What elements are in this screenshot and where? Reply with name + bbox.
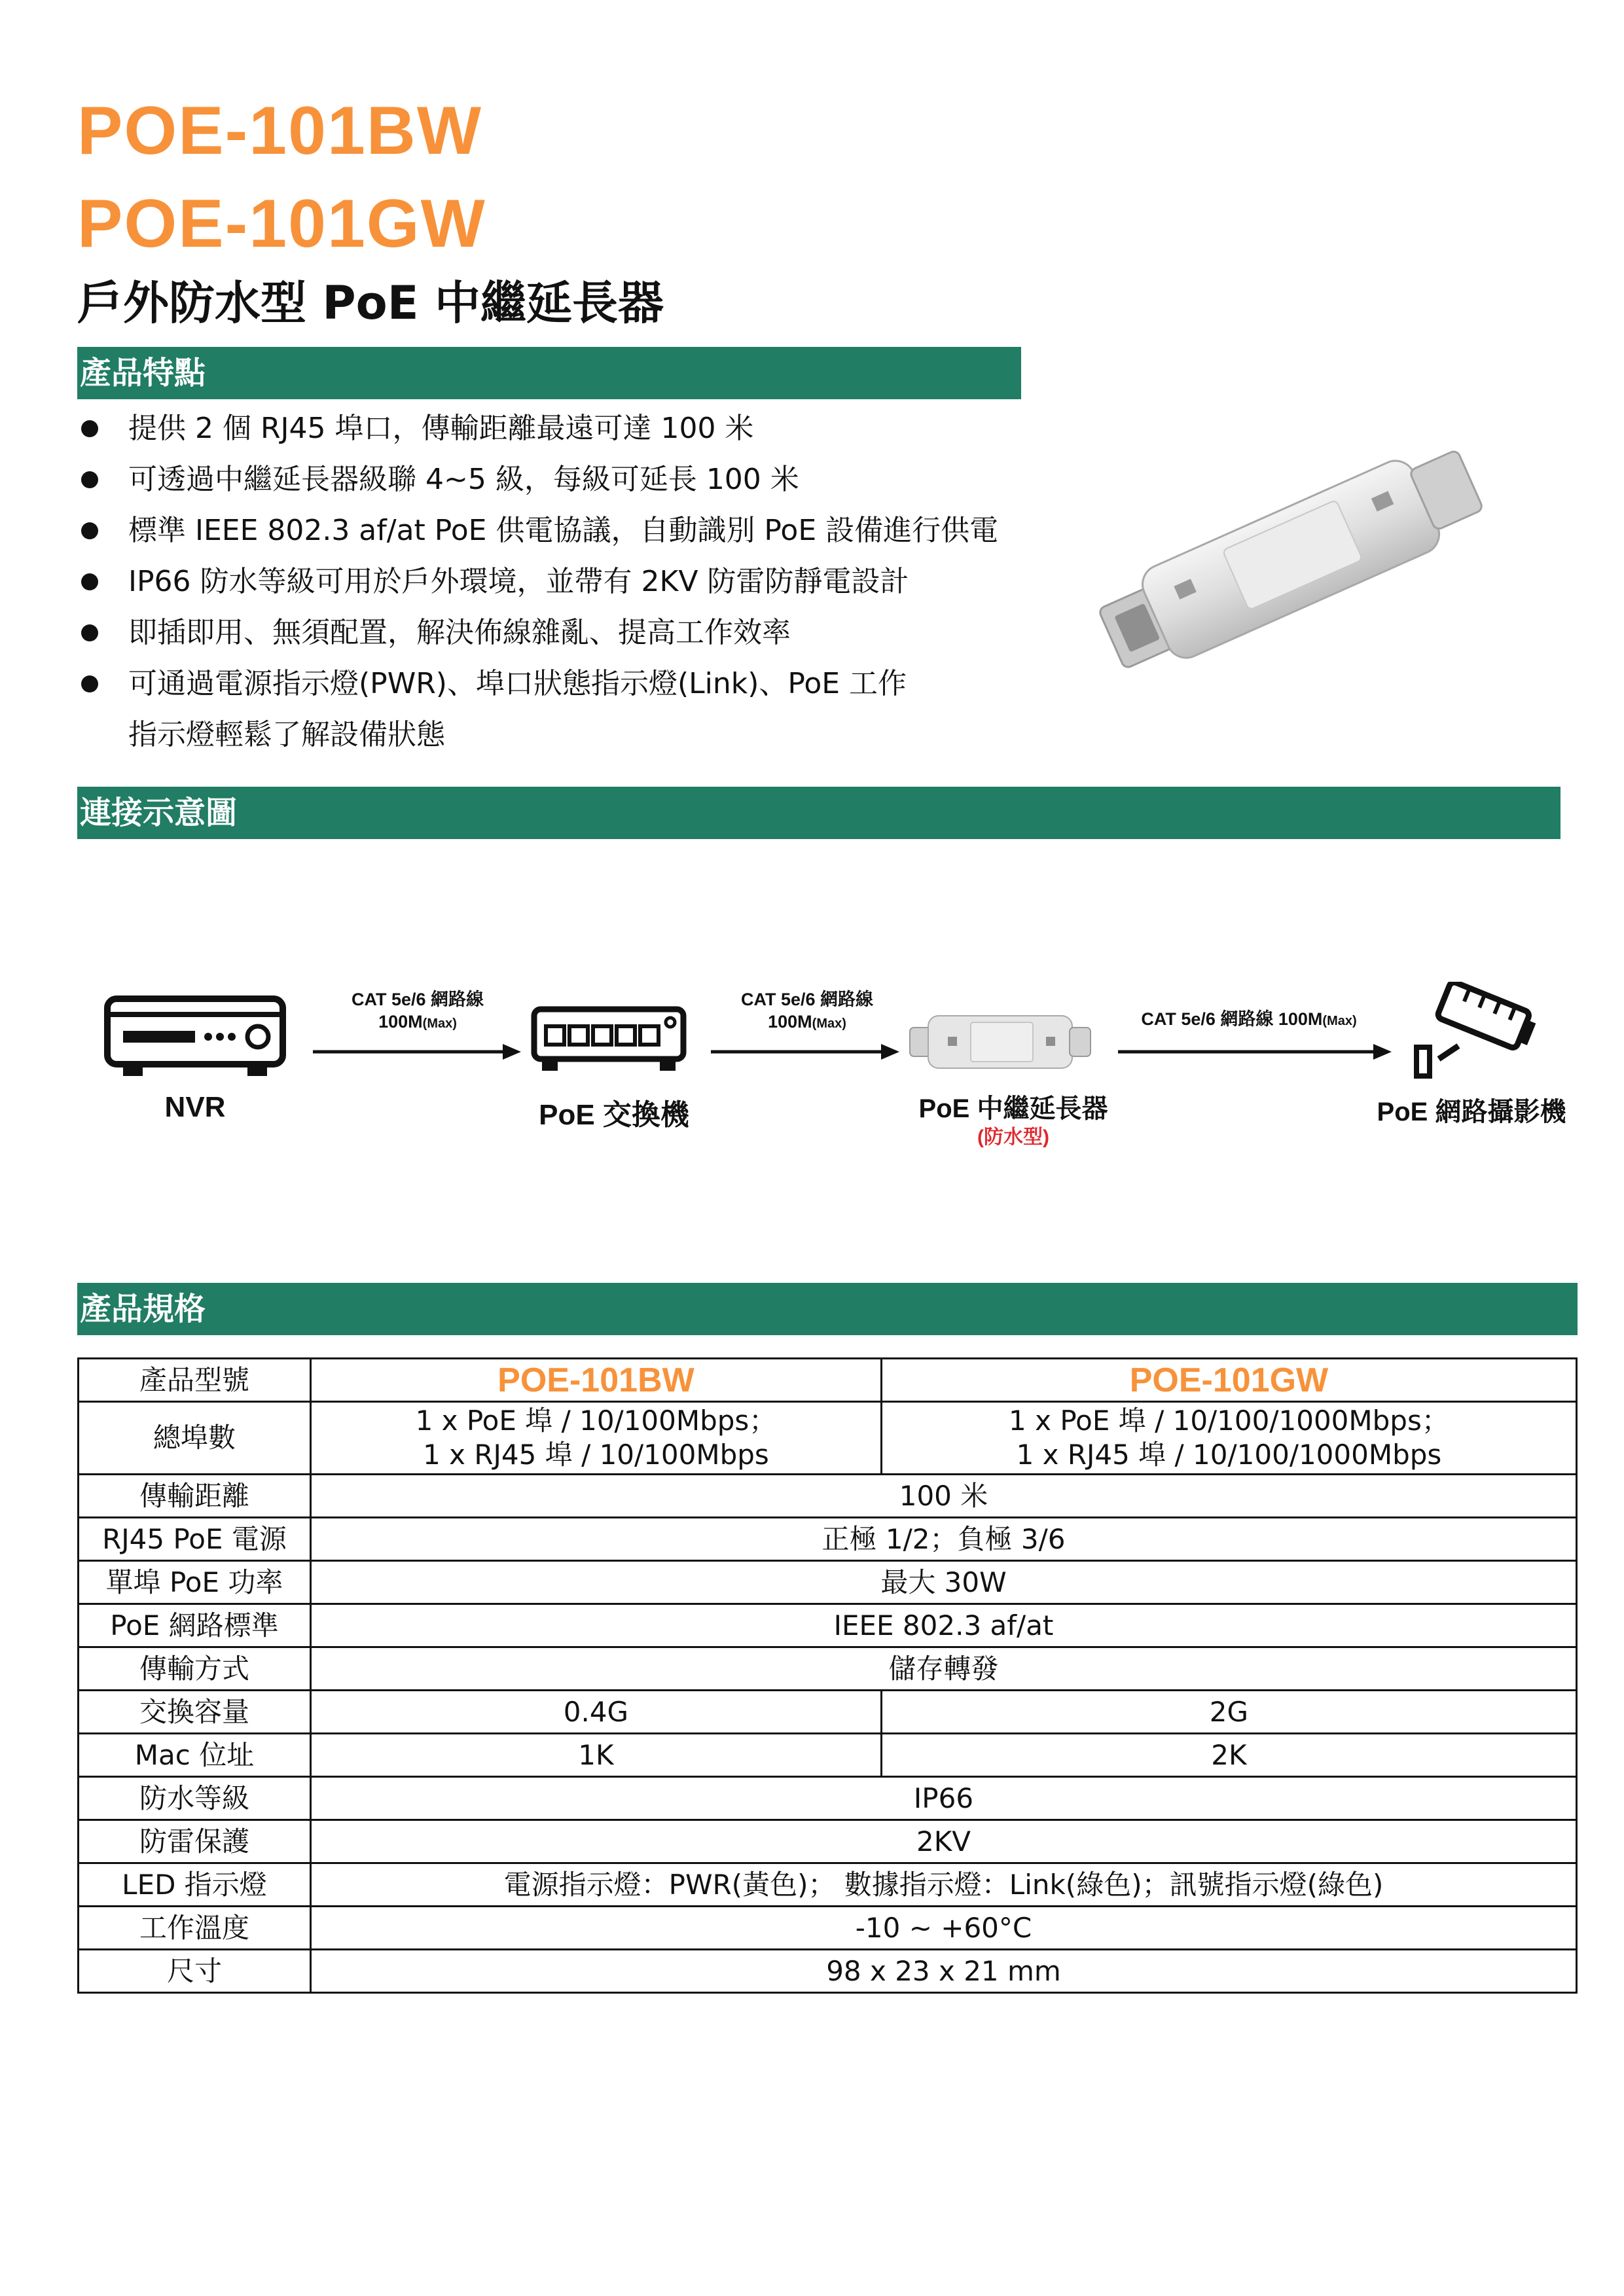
- spec-value: 1 x PoE 埠 / 10/100/1000Mbps； 1 x RJ45 埠 / 10/100/1000Mbps: [881, 1402, 1576, 1475]
- feature-text: 提供 2 個 RJ45 埠口，傳輸距離最遠可達 100 米: [128, 412, 754, 445]
- feature-item: [77, 556, 1059, 607]
- feature-text: 可通過電源指示燈(PWR)、埠口狀態指示燈(Link)、PoE 工作: [128, 667, 907, 700]
- arrow-icon: [1118, 1042, 1393, 1062]
- spec-section-header: 產品規格: [77, 1283, 1578, 1335]
- spec-label: 防雷保護: [79, 1820, 311, 1863]
- spec-label: 總埠數: [79, 1402, 311, 1475]
- spec-label: PoE 網路標準: [79, 1604, 311, 1647]
- model-title-gw: POE-101GW: [77, 186, 486, 262]
- spec-value: 2G: [881, 1691, 1576, 1734]
- bullet-icon: [81, 573, 98, 590]
- spec-value: 正極 1/2；負極 3/6: [311, 1518, 1577, 1561]
- bullet-icon: [81, 624, 98, 641]
- feature-item: [77, 403, 1059, 454]
- feature-item: [77, 658, 1059, 709]
- model-title-bw: POE-101BW: [77, 93, 483, 169]
- table-row: [79, 1950, 1577, 1993]
- spec-table: [77, 1357, 1578, 1994]
- feature-list: [77, 403, 1059, 761]
- table-row: [79, 1402, 1577, 1475]
- cable-label-2: [722, 988, 892, 1035]
- spec-label: RJ45 PoE 電源: [79, 1518, 311, 1561]
- spec-label: 防水等級: [79, 1777, 311, 1820]
- table-row: [79, 1734, 1577, 1777]
- cable-label-3: [1111, 1008, 1386, 1032]
- switch-icon: [530, 1005, 687, 1077]
- spec-value: IEEE 802.3 af/at: [311, 1604, 1577, 1647]
- bullet-icon: [81, 522, 98, 539]
- spec-label: LED 指示燈: [79, 1863, 311, 1907]
- product-photo: [1080, 419, 1499, 694]
- spec-value: 1K: [311, 1734, 882, 1777]
- spec-value: 電源指示燈：PWR(黃色)； 數據指示燈：Link(綠色)；訊號指示燈(綠色): [311, 1863, 1577, 1907]
- bullet-icon: [81, 471, 98, 488]
- page-subtitle: 戶外防水型 PoE 中繼延長器: [77, 276, 664, 330]
- camera-icon: [1413, 982, 1537, 1080]
- extender-label: PoE 中繼延長器: [918, 1094, 1108, 1123]
- spec-value: 100 米: [311, 1475, 1577, 1518]
- spec-label: 交換容量: [79, 1691, 311, 1734]
- cable-type-text: CAT 5e/6 網路線: [351, 990, 484, 1009]
- extender-note: (防水型): [977, 1126, 1049, 1148]
- feature-text: IP66 防水等級可用於戶外環境，並帶有 2KV 防雷防靜電設計: [128, 565, 909, 598]
- table-row: [79, 1359, 1577, 1402]
- table-row: [79, 1561, 1577, 1604]
- feature-item: [77, 505, 1059, 556]
- arrow-icon: [313, 1042, 522, 1062]
- connection-diagram: [77, 942, 1583, 1191]
- cable-type-text: CAT 5e/6 網路線 100M(Max): [1141, 1009, 1357, 1029]
- table-row: [79, 1647, 1577, 1691]
- feature-text: 即插即用、無須配置，解決佈線雜亂、提高工作效率: [128, 616, 791, 649]
- spec-value: 1 x PoE 埠 / 10/100Mbps； 1 x RJ45 埠 / 10/100Mbps: [311, 1402, 882, 1475]
- switch-label: PoE 交換機: [539, 1099, 689, 1131]
- table-row: [79, 1777, 1577, 1820]
- cable-type-text: CAT 5e/6 網路線: [740, 990, 874, 1009]
- spec-label: 單埠 PoE 功率: [79, 1561, 311, 1604]
- cable-label-1: [333, 988, 503, 1035]
- feature-item: [77, 454, 1059, 505]
- feature-text: 可透過中繼延長器級聯 4~5 級，每級可延長 100 米: [128, 463, 799, 496]
- feature-text: 標準 IEEE 802.3 af/at PoE 供電協議，自動識別 PoE 設備進行供電: [128, 514, 999, 547]
- feature-item-continued: [77, 709, 1059, 761]
- cable-distance-text: 100M(Max): [378, 1012, 457, 1031]
- feature-text: 指示燈輕鬆了解設備狀態: [128, 718, 445, 751]
- table-row: [79, 1820, 1577, 1863]
- nvr-icon: [103, 995, 287, 1080]
- table-row: [79, 1863, 1577, 1907]
- camera-label: PoE 網路攝影機: [1377, 1098, 1566, 1126]
- spec-value: 最大 30W: [311, 1561, 1577, 1604]
- table-row: [79, 1907, 1577, 1950]
- spec-value: 98 x 23 x 21 mm: [311, 1950, 1577, 1993]
- spec-label: 工作溫度: [79, 1907, 311, 1950]
- bullet-icon: [81, 420, 98, 437]
- spec-label: 傳輸距離: [79, 1475, 311, 1518]
- spec-value: 0.4G: [311, 1691, 882, 1734]
- table-row: [79, 1475, 1577, 1518]
- table-row: [79, 1518, 1577, 1561]
- table-row: [79, 1691, 1577, 1734]
- spec-value: 2K: [881, 1734, 1576, 1777]
- bullet-icon: [81, 675, 98, 692]
- cable-distance-text: 100M(Max): [768, 1012, 846, 1031]
- spec-value: 2KV: [311, 1820, 1577, 1863]
- spec-model-a: POE-101BW: [311, 1359, 882, 1402]
- table-row: [79, 1604, 1577, 1647]
- spec-label: 傳輸方式: [79, 1647, 311, 1691]
- spec-label: 產品型號: [79, 1359, 311, 1402]
- feature-item: [77, 607, 1059, 658]
- spec-model-b: POE-101GW: [881, 1359, 1576, 1402]
- features-section-header: 產品特點: [77, 347, 1021, 399]
- spec-value: IP66: [311, 1777, 1577, 1820]
- nvr-label: NVR: [164, 1091, 226, 1123]
- spec-label: 尺寸: [79, 1950, 311, 1993]
- extender-icon: [909, 1009, 1092, 1075]
- spec-label: Mac 位址: [79, 1734, 311, 1777]
- arrow-icon: [711, 1042, 901, 1062]
- spec-value: 儲存轉發: [311, 1647, 1577, 1691]
- diagram-section-header: 連接示意圖: [77, 787, 1561, 839]
- spec-value: -10 ~ +60°C: [311, 1907, 1577, 1950]
